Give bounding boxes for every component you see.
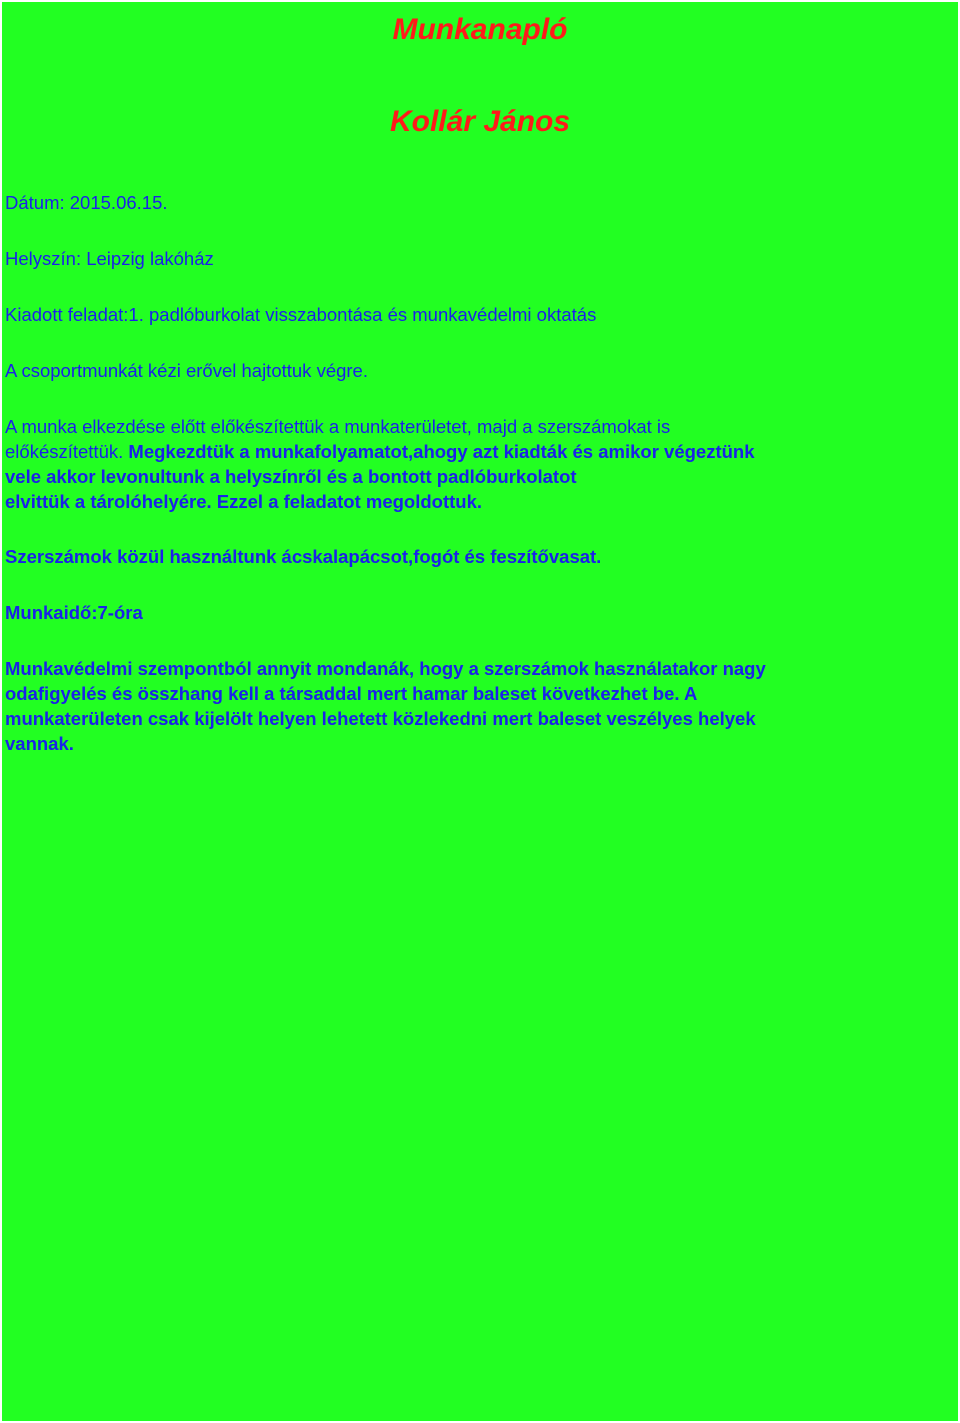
safety-line-4: vannak. [5, 733, 74, 754]
group-work-line: A csoportmunkát kézi erővel hajtottuk végre. [5, 360, 368, 381]
work-time-line: Munkaidő:7-óra [5, 602, 143, 623]
safety-line-1: Munkavédelmi szempontból annyit mondanák, hogy a szerszámok használatakor nagy [5, 658, 766, 679]
tools-line: Szerszámok közül használtunk ácskalapácsot,fogót és feszítővasat. [5, 546, 602, 567]
date-line: Dátum: 2015.06.15. [5, 192, 168, 213]
place-line: Helyszín: Leipzig lakóház [5, 248, 214, 269]
document-title: Munkanapló [392, 13, 568, 46]
work-line-1: A munka elkezdése előtt előkészítettük a munkaterületet, majd a szerszámokat is [5, 416, 671, 437]
safety-line-3: munkaterületen csak kijelölt helyen lehetett közlekedni mert baleset veszélyes helyek [5, 708, 756, 729]
work-line-2 [5, 439, 945, 464]
work-line-4: elvittük a tárolóhelyére. Ezzel a feladatot megoldottuk. [5, 491, 482, 512]
task-line: Kiadott feladat:1. padlóburkolat visszabontása és munkavédelmi oktatás [5, 304, 597, 325]
author-name: Kollár János [389, 105, 571, 138]
work-line-2-regular: előkészítettük. [5, 441, 129, 462]
safety-line-2: odafigyelés és összhang kell a társaddal mert hamar baleset következhet be. A [5, 683, 698, 704]
work-description [5, 414, 945, 514]
work-line-2-bold: Megkezdtük a munkafolyamatot,ahogy azt kiadták és amikor végeztünk [128, 441, 755, 462]
work-line-3: vele akkor levonultunk a helyszínről és a bontott padlóburkolatot [5, 466, 577, 487]
safety-paragraph [5, 656, 945, 756]
